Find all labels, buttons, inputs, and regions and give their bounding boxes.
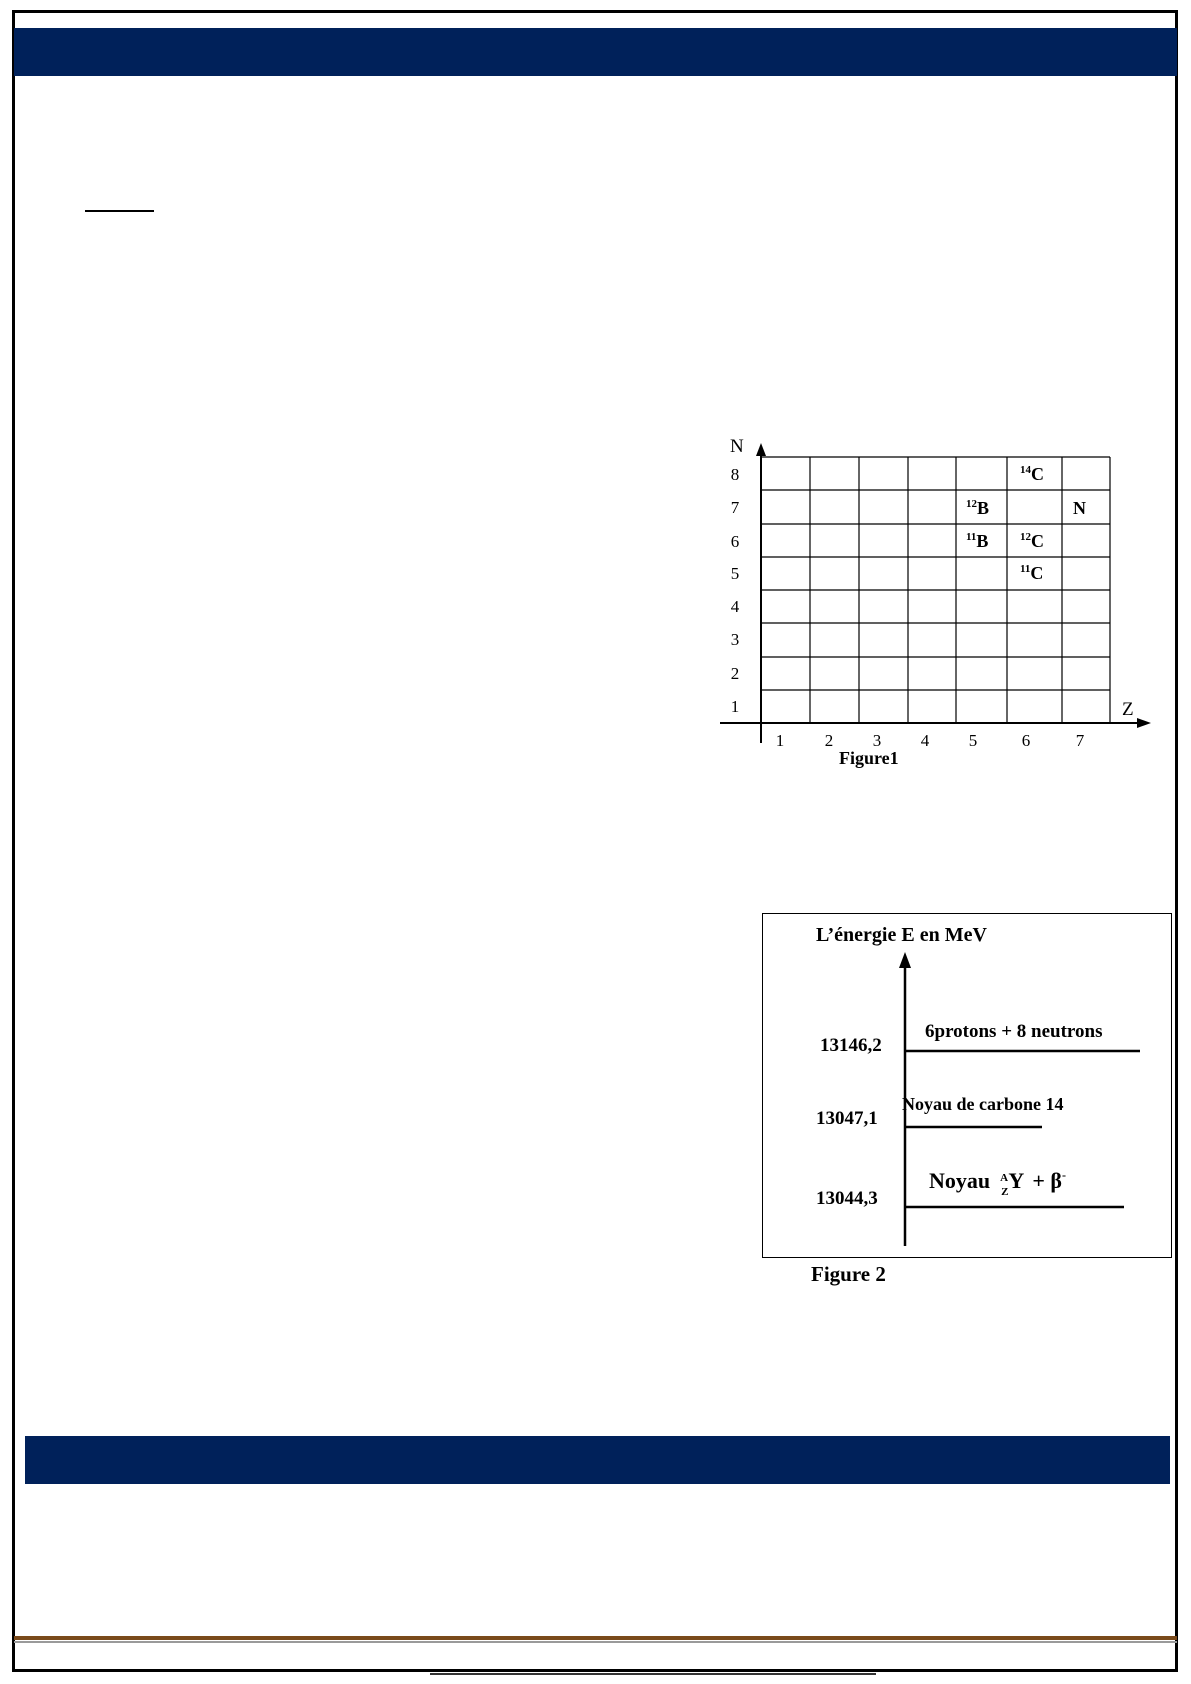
- x-axis-arrow: [1137, 718, 1151, 728]
- x-tick: 5: [968, 731, 978, 750]
- figure1-caption: Figure1: [839, 748, 899, 768]
- x-tick: 6: [1021, 731, 1031, 750]
- energy-axis-arrow: [899, 952, 911, 968]
- x-tick-labels: [776, 731, 1085, 750]
- nuclide-n: N: [1073, 498, 1086, 518]
- nuclide-b12: $^{12}$B: [966, 498, 990, 518]
- y-tick: 1: [730, 697, 740, 716]
- section-band: [25, 1436, 1170, 1484]
- x-tick: 7: [1075, 731, 1085, 750]
- y-tick: 5: [730, 564, 740, 583]
- y-tick-labels: [731, 465, 740, 716]
- energy-level-label: Noyau $^A$ ZY + β-: [929, 1168, 1066, 1198]
- energy-value: 13044,3: [816, 1188, 878, 1209]
- figure1: [700, 430, 1160, 775]
- footer-bottom-line: [430, 1673, 876, 1675]
- y-tick: 8: [730, 465, 740, 484]
- x-tick: 1: [775, 731, 785, 750]
- x-tick: 3: [872, 731, 882, 750]
- figure2-caption: Figure 2: [811, 1262, 886, 1286]
- energy-value: 13047,1: [816, 1108, 878, 1129]
- y-tick: 7: [730, 498, 740, 517]
- footer-rule: [14, 1636, 1177, 1640]
- y-axis-label: N: [730, 436, 744, 457]
- energy-level-label: 6protons + 8 neutrons: [925, 1021, 1103, 1042]
- heading-underline: [85, 210, 154, 212]
- x-tick: 4: [920, 731, 930, 750]
- y-tick: 6: [730, 532, 740, 551]
- page-frame: [12, 10, 1178, 1672]
- energy-value: 13146,2: [820, 1035, 882, 1056]
- y-tick: 4: [730, 597, 740, 616]
- nuclide-c11: $^{11}$C: [1020, 563, 1044, 583]
- nuclide-c14: $^{14}$C: [1020, 464, 1044, 484]
- y-tick: 3: [730, 630, 740, 649]
- x-tick: 2: [824, 731, 834, 750]
- nuclide-b11: $^{11}$B: [966, 531, 989, 551]
- figure2: [762, 913, 1172, 1298]
- y-axis-arrow: [756, 443, 766, 456]
- energy-level-label: Noyau de carbone 14: [902, 1094, 1064, 1114]
- figure1-axes: [720, 443, 1151, 743]
- footer-rule-shadow: [14, 1641, 1177, 1643]
- header-band: [14, 28, 1177, 76]
- energy-axis-label: L’énergie E en MeV: [816, 924, 987, 946]
- figure1-grid: [761, 457, 1110, 723]
- nuclide-c12: $^{12}$C: [1020, 531, 1044, 551]
- x-axis-label: Z: [1122, 699, 1134, 720]
- y-tick: 2: [730, 664, 740, 683]
